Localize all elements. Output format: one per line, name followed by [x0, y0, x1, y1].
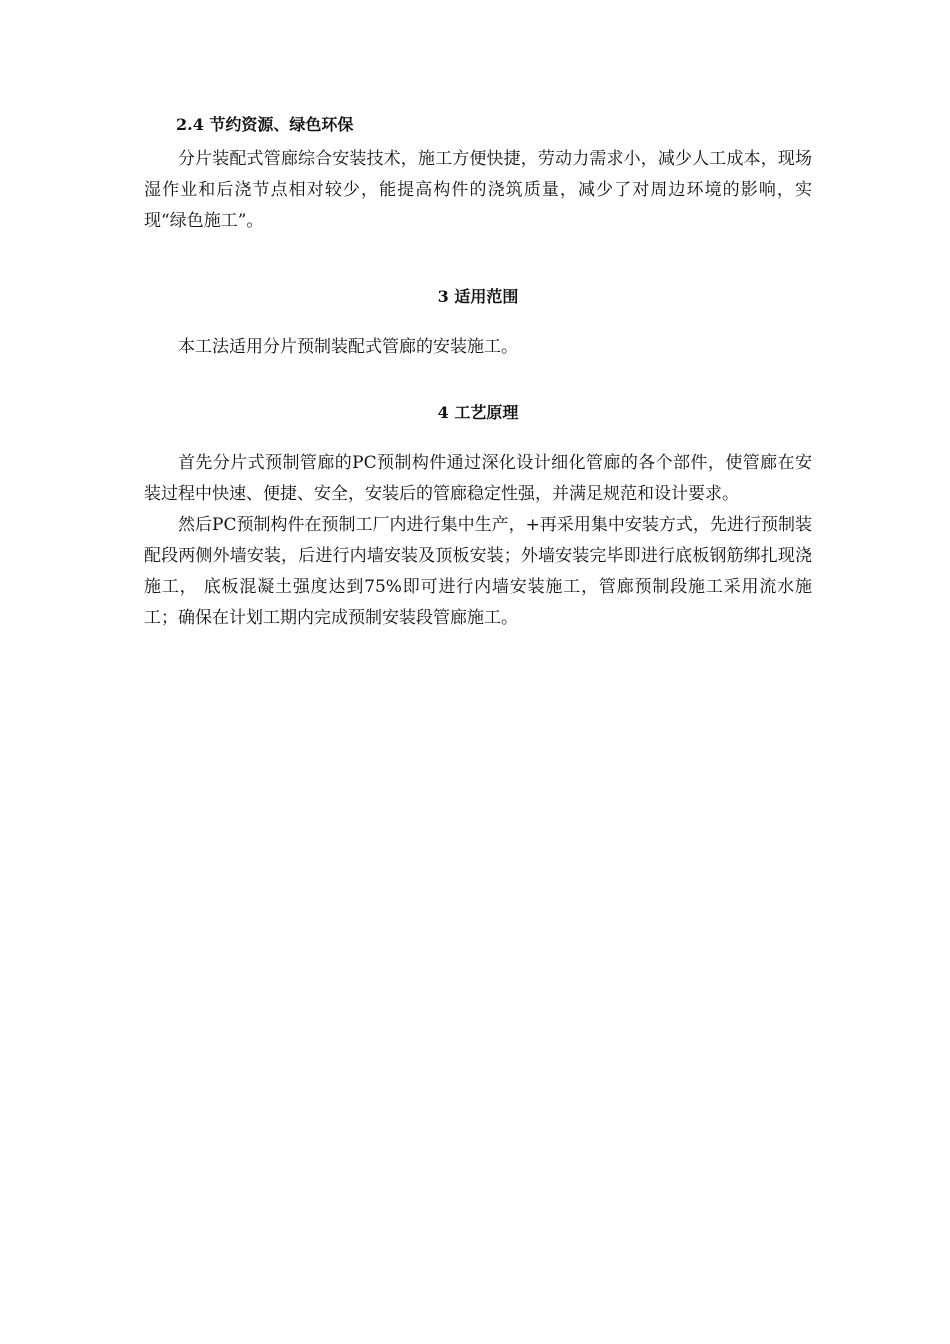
- section-2-4-paragraph: 分片装配式管廊综合安装技术，施工方便快捷，劳动力需求小，减少人工成本，现场湿作业和后浇节点相对较少，能提高构件的浇筑质量，减少了对周边环境的影响，实现“绿色施工”。: [144, 149, 812, 231]
- section-2-4-heading: 2.4 节约资源、绿色环保: [176, 115, 354, 134]
- section-4-paragraph-1: 首先分片式预制管廊的PC预制构件通过深化设计细化管廊的各个部件，使管廊在安装过程中快速、便捷、安全，安装后的管廊稳定性强，并满足规范和设计要求。: [144, 453, 812, 504]
- section-3-paragraph: 本工法适用分片预制装配式管廊的安装施工。: [178, 337, 518, 357]
- section-2-4-body: [144, 144, 812, 237]
- section-4-paragraph-2: 然后PC预制构件在预制工厂内进行集中生产，+再采用集中安装方式，先进行预制装配段两侧外墙安装，后进行内墙安装及顶板安装；外墙安装完毕即进行底板钢筋绑扎现浇施工， 底板混凝土强度达到75%即可进行内墙安装施工，管廊预制段施工采用流水施工；确保在计划工期内完成预制安装段管廊施工。: [144, 515, 812, 628]
- section-4-heading: 4 工艺原理: [437, 403, 519, 422]
- section-4-body: [144, 448, 812, 634]
- section-3-heading: 3 适用范围: [437, 287, 519, 306]
- section-3-body: [144, 332, 812, 363]
